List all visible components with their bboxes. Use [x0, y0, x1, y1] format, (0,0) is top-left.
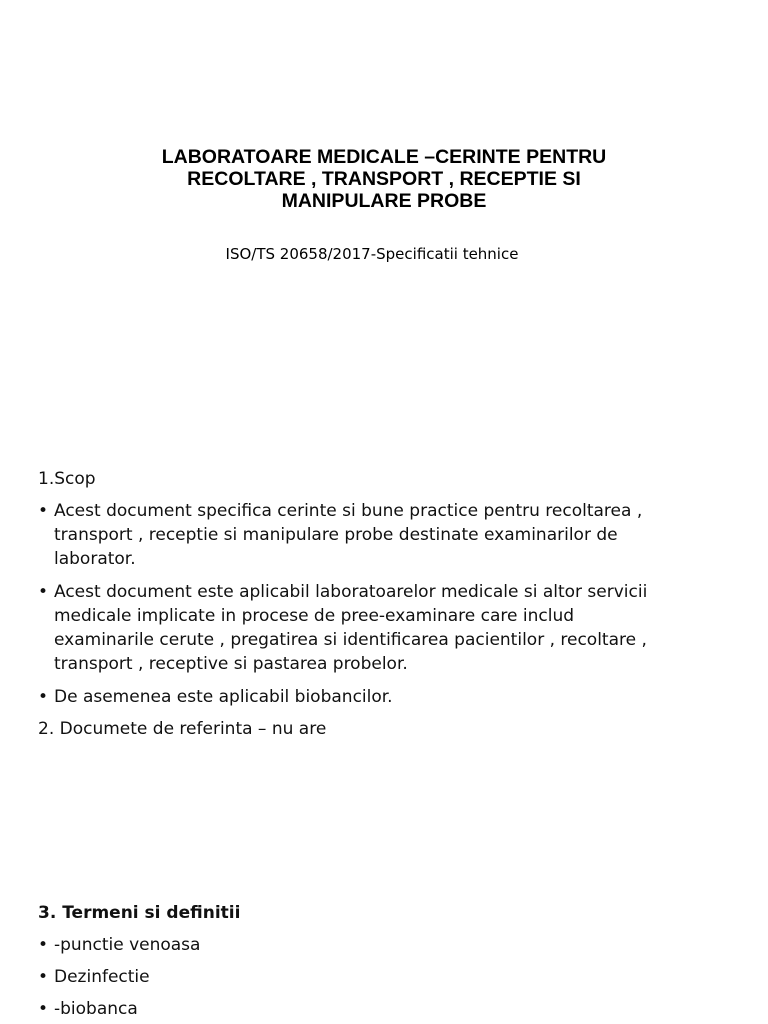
- document-subtitle: ISO/TS 20658/2017-Specificatii tehnice: [225, 245, 519, 263]
- bullet-text-line: Acest document specifica cerinte si bune practice pentru recoltarea ,: [54, 501, 643, 521]
- bullet-marker: •: [38, 501, 49, 521]
- term-item: Dezinfectie: [54, 967, 150, 987]
- bullet-marker: •: [38, 935, 49, 955]
- bullet-text-line: transport , receptie si manipulare probe destinate examinarilor de: [54, 525, 618, 545]
- section-terms: [38, 902, 758, 1017]
- section-heading: 1.Scop: [38, 469, 96, 489]
- section-references: [38, 718, 758, 742]
- bullet-text-line: transport , receptive si pastarea probelor.: [54, 654, 408, 674]
- bullet-marker: •: [38, 582, 49, 602]
- bullet-marker: •: [38, 967, 49, 987]
- term-item: -punctie venoasa: [54, 935, 201, 955]
- document-title: [84, 146, 684, 212]
- title-line: LABORATOARE MEDICALE –CERINTE PENTRU: [161, 146, 607, 168]
- section-scope: [38, 468, 758, 708]
- section-heading: 2. Documete de referinta – nu are: [38, 719, 327, 739]
- bullet-marker: •: [38, 999, 49, 1019]
- term-item: -biobanca: [54, 999, 138, 1019]
- bullet-text-line: laborator.: [54, 549, 136, 569]
- bullet-marker: •: [38, 687, 49, 707]
- bullet-text-line: medicale implicate in procese de pree-examinare care includ: [54, 606, 575, 626]
- title-line: RECOLTARE , TRANSPORT , RECEPTIE SI: [187, 168, 581, 190]
- bullet-text-line: examinarile cerute , pregatirea si identificarea pacientilor , recoltare ,: [54, 630, 647, 650]
- section-heading: 3. Termeni si definitii: [38, 903, 241, 923]
- title-line: MANIPULARE PROBE: [281, 190, 487, 212]
- bullet-text-line: Acest document este aplicabil laboratoarelor medicale si altor servicii: [54, 582, 648, 602]
- bullet-text-line: De asemenea este aplicabil biobancilor.: [54, 687, 393, 707]
